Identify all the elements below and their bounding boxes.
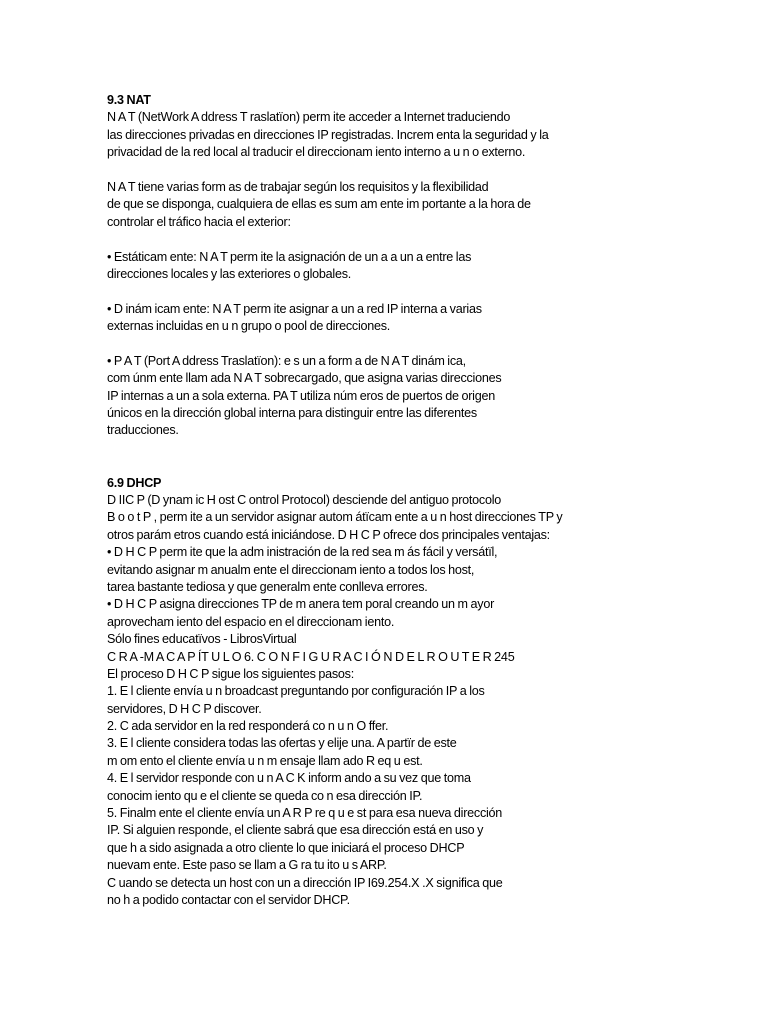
dhcp-line: no h a podido contactar con el servidor DHCP.	[107, 892, 350, 907]
dhcp-line: B o o t P , perm ite a un servidor asignar autom átïcam ente a u n host direcciones TP y	[107, 510, 563, 525]
nat-ways-paragraph	[107, 179, 747, 231]
paragraph-gap	[107, 283, 747, 300]
dhcp-line: D IIC P (D ynam ic H ost C ontrol Protocol) desciende del antiguo protocolo	[107, 493, 502, 507]
nat-pat-line: únicos en la dirección global interna para distinguir entre las diferentes	[107, 406, 477, 421]
dhcp-line: C uando se detecta un host con un a dirección IP I69.254.X .X significa que	[107, 875, 503, 890]
dhcp-heading: 6.9 DHCP	[107, 475, 162, 490]
nat-dynamic-line: • D inám icam ente: N A T perm ite asignar a un a red IP interna a varias	[107, 301, 482, 316]
nat-dynamic-bullet	[107, 301, 747, 336]
dhcp-line: • D H C P asigna direcciones TP de m anera tem poral creando un m ayor	[107, 597, 495, 612]
nat-dynamic-line: externas incluidas en u n grupo o pool de direcciones.	[107, 319, 391, 334]
nat-static-line: direcciones locales y las exteriores o globales.	[107, 266, 352, 281]
dhcp-line: 5. Finalm ente el cliente envía un A R P re q u e st para esa nueva dirección	[107, 806, 503, 821]
nat-pat-bullet	[107, 353, 747, 440]
nat-ways-line: N A T tiene varias form as de trabajar según los requisitos y la flexibilidad	[107, 179, 489, 194]
dhcp-line: que h a sido asignada a otro cliente lo que iniciará el proceso DHCP	[107, 840, 465, 855]
document-page	[107, 92, 747, 909]
nat-intro-line: N A T (NetWork A ddress T raslatïon) perm ite acceder a Internet traduciendo	[107, 110, 511, 125]
nat-ways-line: de que se disponga, cualquiera de ellas es sum am ente im portante a la hora de	[107, 197, 531, 212]
dhcp-line: 3. E l cliente considera todas las ofertas y elije una. A partïr de este	[107, 736, 457, 751]
nat-pat-line: com únm ente llam ada N A T sobrecargado, que asigna varias direcciones	[107, 371, 502, 386]
nat-pat-line: • P A T (Port A ddress Traslatïon): e s un a form a de N A T dinám ica,	[107, 353, 466, 368]
dhcp-line: aprovecham iento del espacio en el direccionam iento.	[107, 614, 395, 629]
nat-pat-line: IP internas a un a sola externa. PA T utiliza núm eros de puertos de origen	[107, 388, 495, 403]
dhcp-line: nuevam ente. Este paso se llam a G ra tu ito u s ARP.	[107, 858, 387, 873]
paragraph-gap	[107, 335, 747, 352]
dhcp-body	[107, 492, 747, 909]
nat-intro-paragraph	[107, 109, 747, 161]
nat-intro-line: las direcciones privadas en direcciones IP registradas. Increm enta la seguridad y la	[107, 127, 549, 142]
dhcp-line: 2. C ada servidor en la red responderá co n u n O ffer.	[107, 719, 389, 734]
nat-static-line: • Estáticam ente: N A T perm ite la asignación de un a a un a entre las	[107, 249, 472, 264]
dhcp-line: servidores, D H C P discover.	[107, 701, 262, 716]
dhcp-line: 1. E l cliente envía u n broadcast preguntando por configuración IP a los	[107, 684, 485, 699]
nat-intro-line: privacidad de la red local al traducir el direccionam iento interno a u n o externo.	[107, 145, 526, 160]
nat-ways-line: controlar el tráfico hacia el exterior:	[107, 214, 291, 229]
dhcp-line: C R A -M A C A P ÍT U L O 6. C O N F I G U R A C I Ó N D E L R O U T E R 245	[107, 649, 515, 664]
dhcp-line: evitando asignar m anualm ente el direccionam iento a todos los host,	[107, 562, 475, 577]
nat-heading: 9.3 NAT	[107, 93, 151, 107]
nat-static-bullet	[107, 249, 747, 284]
dhcp-line: El proceso D H C P sigue los siguientes pasos:	[107, 666, 354, 681]
dhcp-line: Sólo fines educatïvos - LibrosVirtual	[107, 632, 297, 647]
dhcp-line: m om ento el cliente envía u n m ensaje llam ado R eq u est.	[107, 753, 423, 768]
dhcp-line: tarea bastante tediosa y que generalm ente conlleva errores.	[107, 579, 428, 594]
dhcp-line: • D H C P perm ite que la adm inistración de la red sea m ás fácil y versátïl,	[107, 545, 498, 560]
paragraph-gap	[107, 162, 747, 179]
dhcp-line: otros parám etros cuando está iniciándose. D H C P ofrece dos principales ventajas:	[107, 527, 550, 542]
dhcp-line: 4. E l servidor responde con u n A C K inform ando a su vez que toma	[107, 771, 471, 786]
section-gap	[107, 440, 747, 475]
paragraph-gap	[107, 231, 747, 248]
nat-pat-line: traducciones.	[107, 423, 179, 438]
dhcp-line: conocim iento qu e el cliente se queda co n esa dirección IP.	[107, 788, 423, 803]
dhcp-line: IP. Si alguien responde, el cliente sabrá que esa dirección está en uso y	[107, 823, 484, 838]
